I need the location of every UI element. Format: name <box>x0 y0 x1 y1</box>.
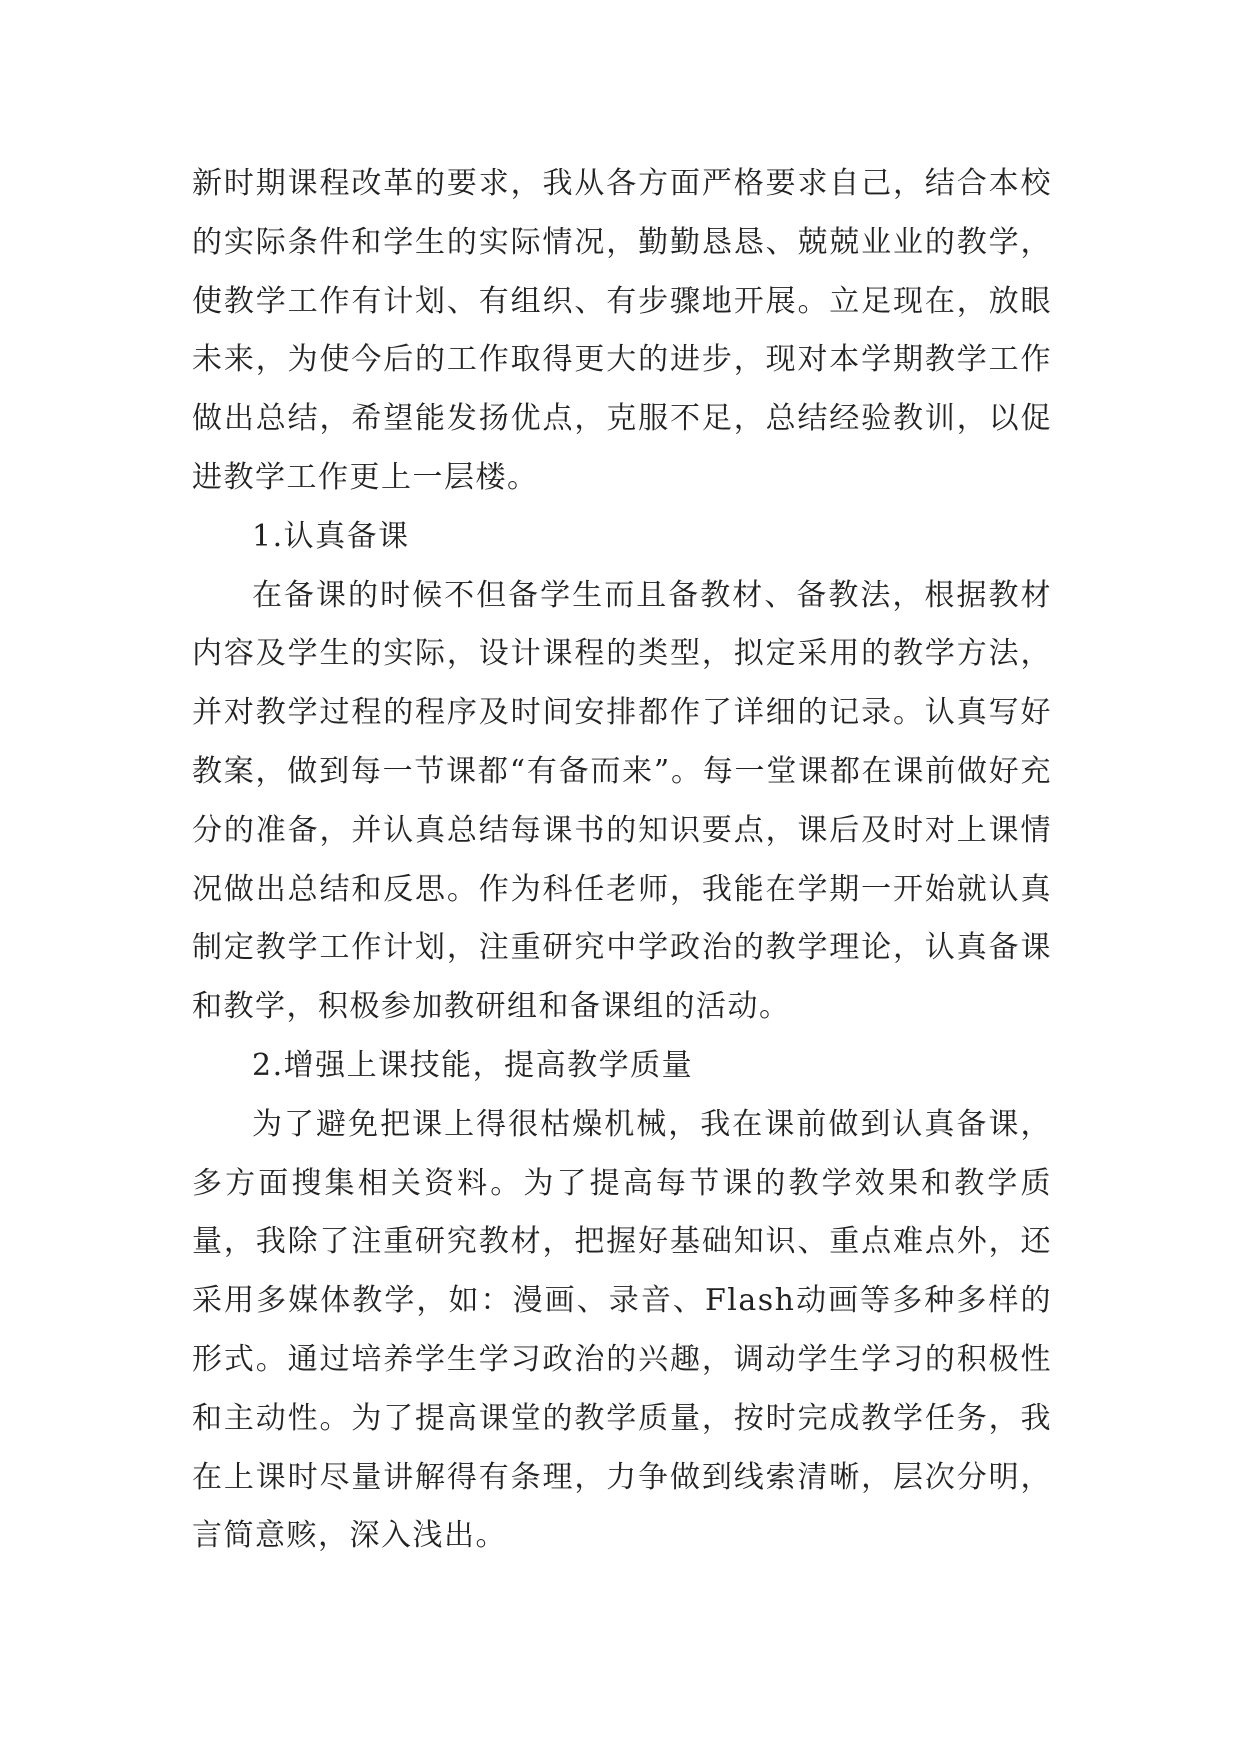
heading-teaching-skills: 2.增强上课技能，提高教学质量 <box>252 1047 694 1083</box>
paragraph-teaching-skills: 为了避免把课上得很枯燥机械，我在课前做到认真备课，多方面搜集相关资料。为了提高每节课的教学效果和教学质量，我除了注重研究教材，把握好基础知识、重点难点外，还采用多媒体教学，如：漫画、录音、Flash动画等多种多样的形式。通过培养学生学习政治的兴趣，调动学生学习的积极性和主动性。为了提高课堂的教学质量，按时完成教学任务，我在上课时尽量讲解得有条理，力争做到线索清晰，层次分明，言简意赅，深入浅出。 <box>192 1106 1052 1554</box>
paragraph-intro: 新时期课程改革的要求，我从各方面严格要求自己，结合本校的实际条件和学生的实际情况，勤勤恳恳、兢兢业业的教学，使教学工作有计划、有组织、有步骤地开展。立足现在，放眼未来，为使今后的工作取得更大的进步，现对本学期教学工作做出总结，希望能发扬优点，克服不足，总结经验教训，以促进教学工作更上一层楼。 <box>192 166 1052 495</box>
heading-prepare-lessons: 1.认真备课 <box>252 518 410 554</box>
document-body <box>192 155 1052 1566</box>
paragraph-prepare-lessons: 在备课的时候不但备学生而且备教材、备教法，根据教材内容及学生的实际，设计课程的类型，拟定采用的教学方法，并对教学过程的程序及时间安排都作了详细的记录。认真写好教案，做到每一节课都“有备而来”。每一堂课都在课前做好充分的准备，并认真总结每课书的知识要点，课后及时对上课情况做出总结和反思。作为科任老师，我能在学期一开始就认真制定教学工作计划，注重研究中学政治的教学理论，认真备课和教学，积极参加教研组和备课组的活动。 <box>192 577 1052 1025</box>
